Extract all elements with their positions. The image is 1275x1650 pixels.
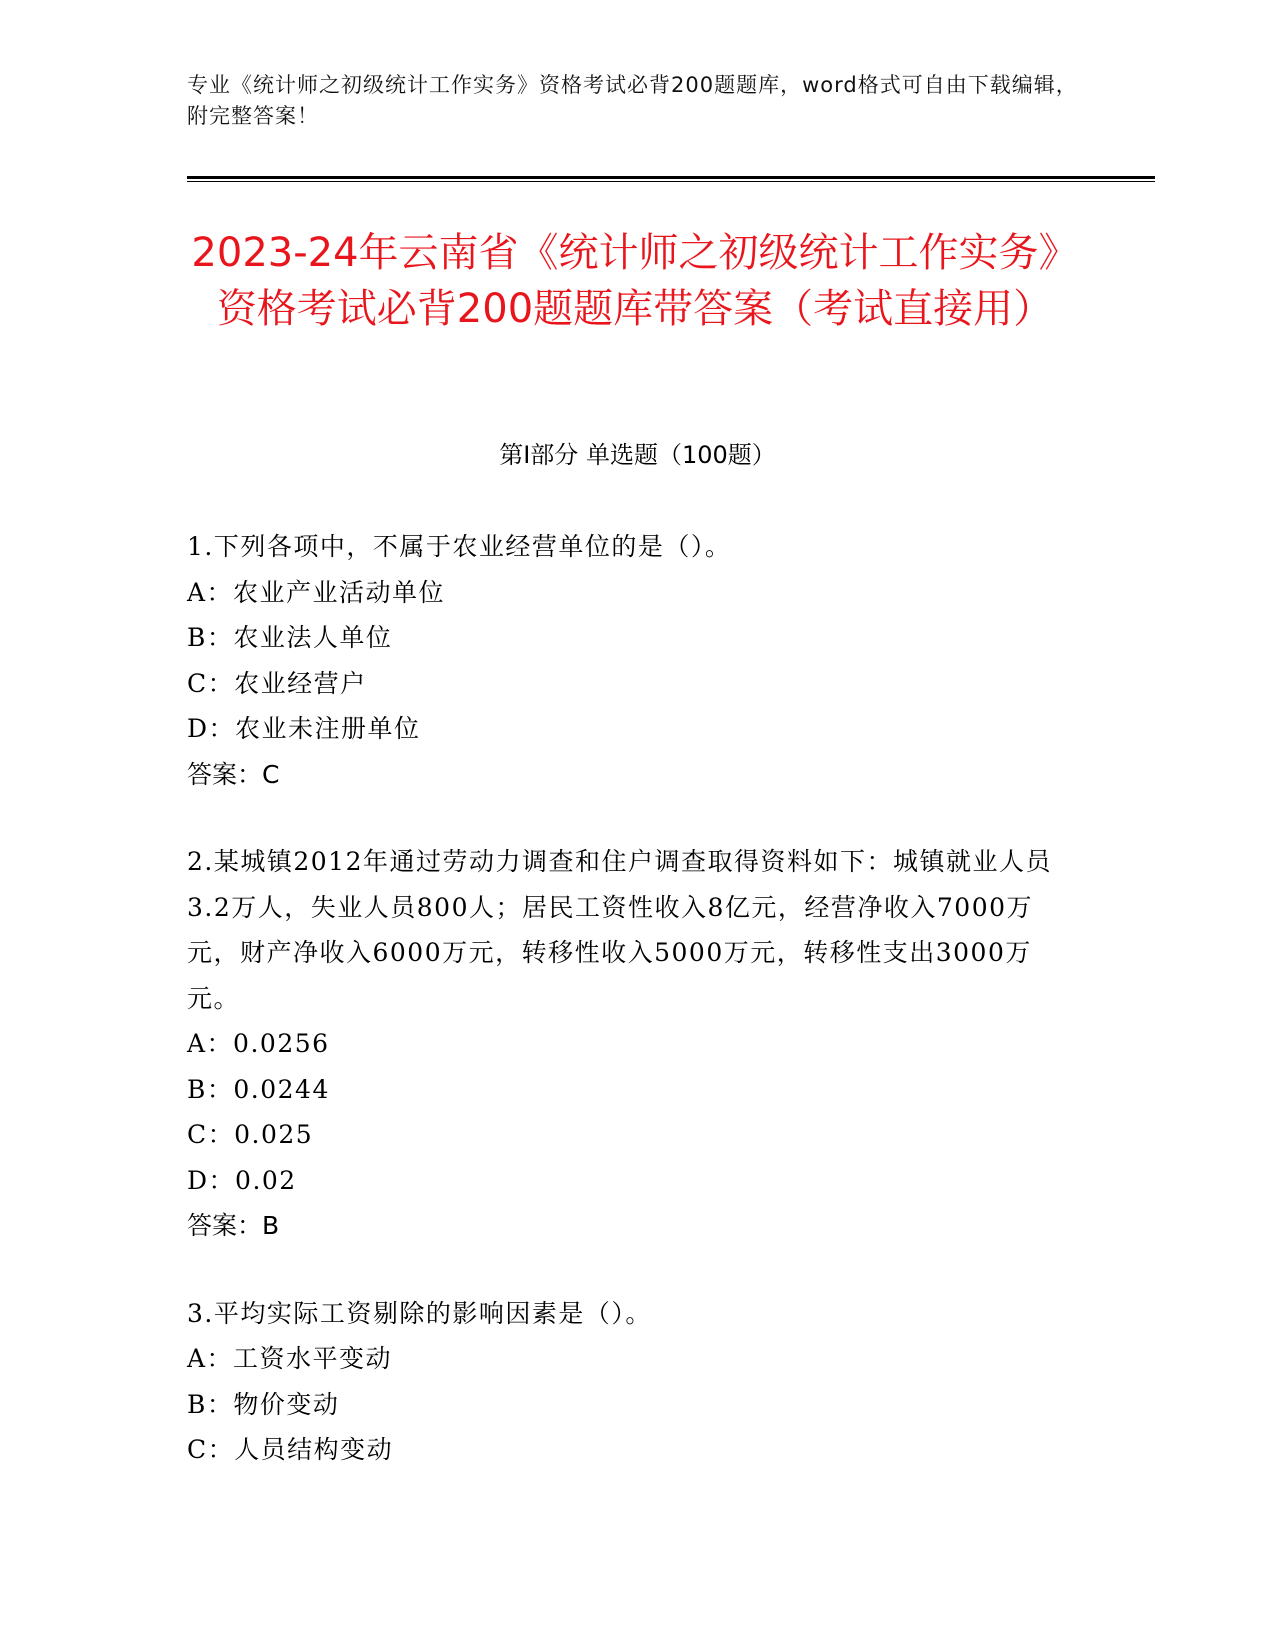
question-2 [187,839,1077,1249]
option-b: B：物价变动 [187,1389,340,1419]
question-text: 3.平均实际工资剔除的影响因素是（）。 [187,1298,652,1328]
answer: 答案：B [187,1211,280,1240]
option-a: A：工资水平变动 [187,1344,393,1373]
option-c: C：农业经营户 [187,668,367,698]
option-b: B：0.0244 [187,1074,330,1104]
option-d: D：农业未注册单位 [187,714,421,743]
option-c: C：人员结构变动 [187,1435,394,1464]
answer: 答案：C [187,759,280,789]
option-d: D：0.02 [187,1165,297,1195]
question-text: 2.某城镇2012年通过劳动力调查和住户调查取得资料如下：城镇就业人员3.2万人，失业人员800人；居民工资性收入8亿元，经营净收入7000万元，财产净收入6000万元，转移性收入5000万元，转移性支出3000万元。 [187,847,1052,1013]
option-a: A：0.0256 [187,1029,330,1058]
section-heading: 第I部分 单选题（100题） [499,441,776,469]
document-title: 2023-24年云南省《统计师之初级统计工作实务》资格考试必背200题题库带答案（考试直接用） [191,230,1079,332]
header-rule-thin [187,181,1155,182]
option-c: C：0.025 [187,1120,314,1149]
question-text: 1.下列各项中，不属于农业经营单位的是（）。 [187,532,732,561]
option-a: A：农业产业活动单位 [187,577,446,607]
question-1 [187,524,1077,797]
header-rule-thick [187,176,1155,179]
question-3 [187,1291,1077,1473]
option-b: B：农业法人单位 [187,623,393,652]
header-note: 专业《统计师之初级统计工作实务》资格考试必背200题题库，word格式可自由下载编辑，附完整答案！ [187,73,1078,128]
question-list [187,524,1077,1515]
